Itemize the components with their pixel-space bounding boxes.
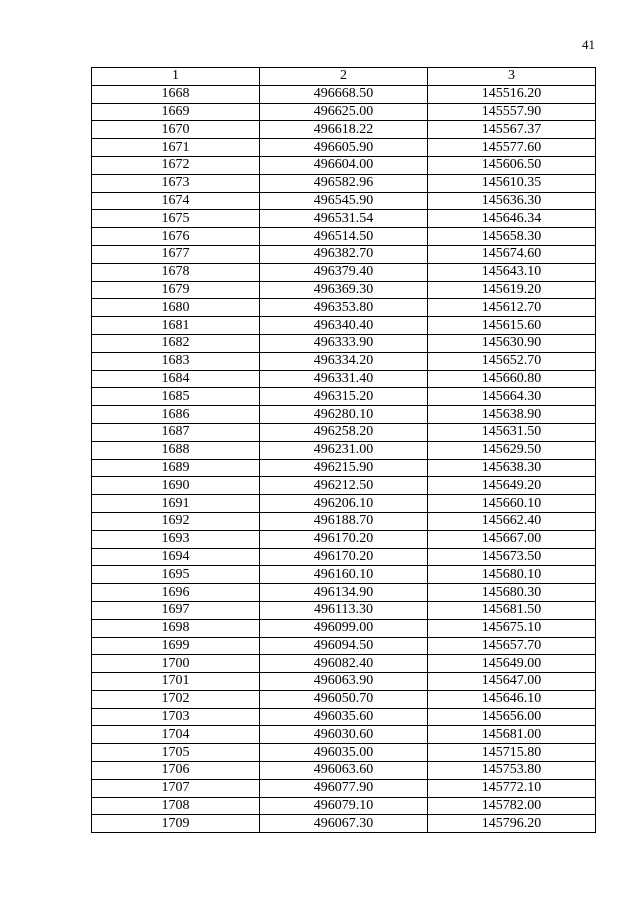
table-cell: 1702 xyxy=(92,690,260,708)
table-cell: 496331.40 xyxy=(260,370,428,388)
table-row xyxy=(92,263,596,281)
table-cell: 145643.10 xyxy=(428,263,596,281)
table-cell: 496170.20 xyxy=(260,548,428,566)
table-row xyxy=(92,548,596,566)
table-cell: 145753.80 xyxy=(428,762,596,780)
column-header: 2 xyxy=(260,68,428,86)
table-row xyxy=(92,121,596,139)
table-cell: 1701 xyxy=(92,673,260,691)
table-row xyxy=(92,673,596,691)
table-cell: 496258.20 xyxy=(260,423,428,441)
table-cell: 1694 xyxy=(92,548,260,566)
table-cell: 496333.90 xyxy=(260,334,428,352)
table-cell: 496030.60 xyxy=(260,726,428,744)
table-cell: 145667.00 xyxy=(428,530,596,548)
table-cell: 145647.00 xyxy=(428,673,596,691)
table-cell: 145557.90 xyxy=(428,103,596,121)
table-cell: 145660.10 xyxy=(428,495,596,513)
table-cell: 145681.50 xyxy=(428,601,596,619)
table-row xyxy=(92,245,596,263)
table-cell: 1680 xyxy=(92,299,260,317)
table-row xyxy=(92,174,596,192)
table-cell: 496050.70 xyxy=(260,690,428,708)
table-row xyxy=(92,299,596,317)
table-cell: 1685 xyxy=(92,388,260,406)
table-cell: 1699 xyxy=(92,637,260,655)
table-cell: 145660.80 xyxy=(428,370,596,388)
table-cell: 496082.40 xyxy=(260,655,428,673)
table-cell: 145630.90 xyxy=(428,334,596,352)
table-cell: 145680.10 xyxy=(428,566,596,584)
table-cell: 1670 xyxy=(92,121,260,139)
table-cell: 496379.40 xyxy=(260,263,428,281)
table-cell: 1708 xyxy=(92,797,260,815)
table-header-row xyxy=(92,68,596,86)
table-cell: 1704 xyxy=(92,726,260,744)
table-row xyxy=(92,655,596,673)
table-cell: 1676 xyxy=(92,228,260,246)
table-cell: 496605.90 xyxy=(260,139,428,157)
table-cell: 496035.60 xyxy=(260,708,428,726)
table-cell: 1682 xyxy=(92,334,260,352)
table-row xyxy=(92,619,596,637)
table-cell: 496582.96 xyxy=(260,174,428,192)
table-row xyxy=(92,744,596,762)
column-header: 3 xyxy=(428,68,596,86)
table-cell: 145646.34 xyxy=(428,210,596,228)
table-cell: 496077.90 xyxy=(260,779,428,797)
table-cell: 145662.40 xyxy=(428,512,596,530)
table-cell: 145673.50 xyxy=(428,548,596,566)
table-row xyxy=(92,512,596,530)
table-row xyxy=(92,139,596,157)
table-cell: 496231.00 xyxy=(260,441,428,459)
table-row xyxy=(92,370,596,388)
table-cell: 1673 xyxy=(92,174,260,192)
table-cell: 1707 xyxy=(92,779,260,797)
table-cell: 496625.00 xyxy=(260,103,428,121)
table-cell: 145649.20 xyxy=(428,477,596,495)
table-cell: 496170.20 xyxy=(260,530,428,548)
table-cell: 145796.20 xyxy=(428,815,596,833)
table-cell: 496334.20 xyxy=(260,352,428,370)
table-cell: 145612.70 xyxy=(428,299,596,317)
table-cell: 145638.90 xyxy=(428,406,596,424)
table-cell: 145615.60 xyxy=(428,317,596,335)
table-cell: 1705 xyxy=(92,744,260,762)
table-cell: 496134.90 xyxy=(260,584,428,602)
table-row xyxy=(92,228,596,246)
table-cell: 145577.60 xyxy=(428,139,596,157)
table-row xyxy=(92,459,596,477)
table-cell: 1700 xyxy=(92,655,260,673)
table-cell: 1669 xyxy=(92,103,260,121)
table-row xyxy=(92,406,596,424)
table-cell: 1697 xyxy=(92,601,260,619)
table-row xyxy=(92,708,596,726)
page-number: 41 xyxy=(582,37,595,52)
table-cell: 496035.00 xyxy=(260,744,428,762)
table-cell: 145658.30 xyxy=(428,228,596,246)
table-cell: 496382.70 xyxy=(260,245,428,263)
table-cell: 496315.20 xyxy=(260,388,428,406)
table-cell: 1681 xyxy=(92,317,260,335)
table-cell: 1691 xyxy=(92,495,260,513)
table-row xyxy=(92,762,596,780)
table-cell: 145657.70 xyxy=(428,637,596,655)
table-row xyxy=(92,815,596,833)
table-cell: 145606.50 xyxy=(428,156,596,174)
table-cell: 1703 xyxy=(92,708,260,726)
table-row xyxy=(92,334,596,352)
table-cell: 145772.10 xyxy=(428,779,596,797)
table-cell: 1679 xyxy=(92,281,260,299)
table-cell: 496063.60 xyxy=(260,762,428,780)
table-cell: 145681.00 xyxy=(428,726,596,744)
table-cell: 1675 xyxy=(92,210,260,228)
table-row xyxy=(92,85,596,103)
coordinates-table xyxy=(91,67,596,833)
table-cell: 1695 xyxy=(92,566,260,584)
table-cell: 1668 xyxy=(92,85,260,103)
table-row xyxy=(92,103,596,121)
table-row xyxy=(92,690,596,708)
table-cell: 145629.50 xyxy=(428,441,596,459)
table-cell: 496206.10 xyxy=(260,495,428,513)
table-cell: 145649.00 xyxy=(428,655,596,673)
table-cell: 496063.90 xyxy=(260,673,428,691)
table-row xyxy=(92,495,596,513)
table-cell: 145646.10 xyxy=(428,690,596,708)
table-cell: 145674.60 xyxy=(428,245,596,263)
table-cell: 496514.50 xyxy=(260,228,428,246)
table-cell: 1709 xyxy=(92,815,260,833)
table-cell: 1687 xyxy=(92,423,260,441)
table-row xyxy=(92,317,596,335)
table-cell: 145715.80 xyxy=(428,744,596,762)
table-row xyxy=(92,726,596,744)
table-row xyxy=(92,601,596,619)
table-cell: 496353.80 xyxy=(260,299,428,317)
table-cell: 496604.00 xyxy=(260,156,428,174)
table-cell: 145664.30 xyxy=(428,388,596,406)
table-cell: 1686 xyxy=(92,406,260,424)
table-cell: 145567.37 xyxy=(428,121,596,139)
table-cell: 145516.20 xyxy=(428,85,596,103)
table-cell: 1674 xyxy=(92,192,260,210)
table-cell: 145652.70 xyxy=(428,352,596,370)
table-cell: 1683 xyxy=(92,352,260,370)
table-row xyxy=(92,779,596,797)
table-cell: 1684 xyxy=(92,370,260,388)
table-row xyxy=(92,352,596,370)
table-cell: 496618.22 xyxy=(260,121,428,139)
table-row xyxy=(92,637,596,655)
table-cell: 145675.10 xyxy=(428,619,596,637)
table-row xyxy=(92,441,596,459)
table-row xyxy=(92,797,596,815)
table-row xyxy=(92,566,596,584)
table-row xyxy=(92,423,596,441)
table-cell: 496340.40 xyxy=(260,317,428,335)
table-cell: 1677 xyxy=(92,245,260,263)
table-cell: 496369.30 xyxy=(260,281,428,299)
table-cell: 1671 xyxy=(92,139,260,157)
table-row xyxy=(92,210,596,228)
table-cell: 496215.90 xyxy=(260,459,428,477)
table-row xyxy=(92,192,596,210)
table-cell: 496668.50 xyxy=(260,85,428,103)
table-cell: 496545.90 xyxy=(260,192,428,210)
table-cell: 1698 xyxy=(92,619,260,637)
table-cell: 496099.00 xyxy=(260,619,428,637)
table-row xyxy=(92,388,596,406)
table-row xyxy=(92,584,596,602)
table-cell: 145680.30 xyxy=(428,584,596,602)
table-cell: 496280.10 xyxy=(260,406,428,424)
table-cell: 496113.30 xyxy=(260,601,428,619)
table-body xyxy=(92,85,596,832)
table-row xyxy=(92,281,596,299)
table-cell: 1689 xyxy=(92,459,260,477)
table-cell: 496188.70 xyxy=(260,512,428,530)
table-cell: 496067.30 xyxy=(260,815,428,833)
table-cell: 145782.00 xyxy=(428,797,596,815)
table-cell: 496079.10 xyxy=(260,797,428,815)
table-cell: 1696 xyxy=(92,584,260,602)
table-cell: 1690 xyxy=(92,477,260,495)
table-cell: 145610.35 xyxy=(428,174,596,192)
table-cell: 145631.50 xyxy=(428,423,596,441)
table-cell: 496531.54 xyxy=(260,210,428,228)
table-cell: 1688 xyxy=(92,441,260,459)
table-cell: 145656.00 xyxy=(428,708,596,726)
table-cell: 145638.30 xyxy=(428,459,596,477)
table-row xyxy=(92,530,596,548)
table-cell: 1693 xyxy=(92,530,260,548)
table-cell: 1706 xyxy=(92,762,260,780)
table-row xyxy=(92,156,596,174)
table-cell: 1692 xyxy=(92,512,260,530)
table-cell: 496212.50 xyxy=(260,477,428,495)
column-header: 1 xyxy=(92,68,260,86)
table-cell: 496160.10 xyxy=(260,566,428,584)
table-row xyxy=(92,477,596,495)
table-cell: 145636.30 xyxy=(428,192,596,210)
table-cell: 496094.50 xyxy=(260,637,428,655)
table-cell: 1678 xyxy=(92,263,260,281)
table-cell: 1672 xyxy=(92,156,260,174)
table-cell: 145619.20 xyxy=(428,281,596,299)
